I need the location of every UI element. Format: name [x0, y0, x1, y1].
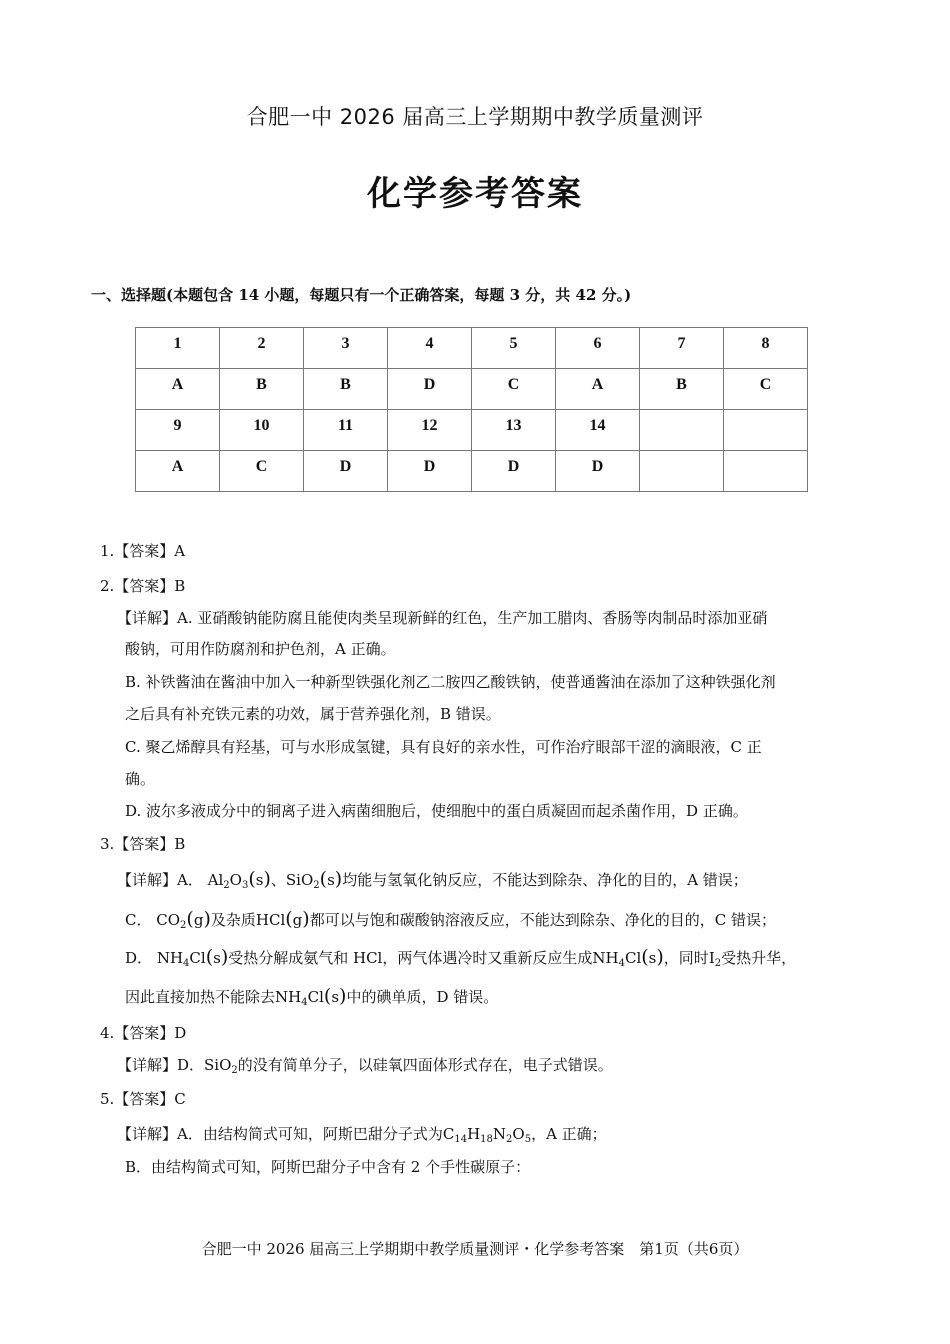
table-cell: D — [388, 369, 472, 410]
table-cell — [640, 451, 724, 492]
table-cell: A — [136, 451, 220, 492]
q3-d-mid1: 受热分解成氨气和 HCl，两气体遇冷时又重新反应生成 — [228, 949, 593, 967]
q2-detail-b-line2: 之后具有补充铁元素的功效，属于营养强化剂，B 错误。 — [125, 705, 501, 723]
q5-a-prefix: 【详解】A．由结构简式可知，阿斯巴甜分子式为 — [117, 1125, 443, 1143]
table-cell: 5 — [472, 328, 556, 369]
formula-co2: $CO_2(g)$ — [156, 908, 211, 931]
table-cell: 10 — [220, 410, 304, 451]
table-cell: 13 — [472, 410, 556, 451]
table-cell: 6 — [556, 328, 640, 369]
table-cell: B — [304, 369, 388, 410]
q2-detail-c-line1: C. 聚乙烯醇具有羟基，可与水形成氢键，具有良好的亲水性，可作治疗眼部干涩的滴眼液，C 正 — [125, 738, 762, 756]
page-footer: 合肥一中 2026 届高三上学期期中教学质量测评・化学参考答案 第1页（共6页） — [201, 1240, 749, 1258]
table-cell: 1 — [136, 328, 220, 369]
table-cell — [640, 410, 724, 451]
table-cell: C — [220, 451, 304, 492]
formula-al2o3: $Al_2O_3(s)$ — [207, 868, 271, 891]
q3-d2-prefix: 因此直接加热不能除去 — [125, 988, 276, 1006]
table-cell: A — [136, 369, 220, 410]
q3-d-prefix: D． — [125, 949, 153, 967]
table-cell: 11 — [304, 410, 388, 451]
table-cell: D — [304, 451, 388, 492]
q4-detail — [117, 1055, 613, 1081]
table-cell: B — [640, 369, 724, 410]
formula-nh4cl: $NH_4Cl(s)$ — [592, 946, 664, 969]
formula-nh4cl: $NH_4Cl(s)$ — [156, 946, 229, 969]
table-cell: 7 — [640, 328, 724, 369]
table-cell: 14 — [556, 410, 640, 451]
q2-detail-a-line2: 酸钠，可用作防腐剂和护色剂，A 正确。 — [125, 640, 396, 658]
exam-title: 合肥一中 2026 届高三上学期期中教学质量测评 — [246, 105, 704, 129]
table-cell: D — [556, 451, 640, 492]
answer-q2: 2.【答案】B — [100, 577, 186, 595]
q3-c-suffix: 都可以与饱和碳酸钠溶液反应，不能达到除杂、净化的目的，C 错误； — [309, 911, 776, 929]
table-cell: C — [724, 369, 808, 410]
table-cell: 8 — [724, 328, 808, 369]
table-cell: 12 — [388, 410, 472, 451]
section-heading: 一、选择题(本题包含 14 小题，每题只有一个正确答案，每题 3 分，共 42 分。) — [91, 286, 632, 304]
table-row — [136, 410, 808, 451]
table-cell: C — [472, 369, 556, 410]
table-cell: D — [388, 451, 472, 492]
q5-detail-b: B．由结构简式可知，阿斯巴甜分子中含有 2 个手性碳原子： — [125, 1158, 531, 1176]
q2-detail-a-line1: 【详解】A. 亚硝酸钠能防腐且能使肉类呈现新鲜的红色，生产加工腊肉、香肠等肉制品时添加亚硝 — [117, 609, 768, 627]
formula-sio2: SiO$_2$ — [204, 1056, 238, 1076]
q2-detail-d: D. 波尔多液成分中的铜离子进入病菌细胞后，使细胞中的蛋白质凝固而起杀菌作用，D 正确。 — [125, 802, 748, 820]
q3-d2-suffix: 中的碘单质，D 错误。 — [346, 988, 499, 1006]
q3-c-prefix: C． — [125, 911, 152, 929]
formula-hcl: HCl(g) — [255, 908, 310, 930]
q3-a-suffix: 均能与氢氧化钠反应，不能达到除杂、净化的目的，A 错误； — [342, 871, 748, 889]
table-row — [136, 369, 808, 410]
formula-i2: $I_2$ — [708, 949, 722, 969]
table-cell: 4 — [388, 328, 472, 369]
answer-q3: 3.【答案】B — [100, 835, 186, 853]
answer-q1: 1.【答案】A — [100, 542, 186, 560]
q4-detail-suffix: 的没有简单分子，以硅氧四面体形式存在，电子式错误。 — [237, 1056, 613, 1074]
q3-detail-d-line1 — [125, 947, 796, 974]
table-cell — [724, 410, 808, 451]
q3-c-mid: 及杂质 — [210, 911, 256, 929]
q3-d-suffix: 受热升华， — [721, 949, 797, 967]
q4-detail-prefix: 【详解】D． — [117, 1056, 205, 1074]
q3-detail-d-line2 — [125, 986, 498, 1013]
q3-a-prefix: 【详解】A． — [117, 871, 203, 889]
table-row — [136, 451, 808, 492]
table-cell — [724, 451, 808, 492]
table-row — [136, 328, 808, 369]
table-cell: B — [220, 369, 304, 410]
table-cell: 9 — [136, 410, 220, 451]
table-cell: D — [472, 451, 556, 492]
q2-detail-b-line1: B. 补铁酱油在酱油中加入一种新型铁强化剂乙二胺四乙酸铁钠，使普通酱油在添加了这种铁强化剂 — [125, 673, 776, 691]
q3-detail-c — [125, 909, 776, 936]
table-cell: 3 — [304, 328, 388, 369]
answer-q5: 5.【答案】C — [100, 1090, 186, 1108]
answer-q4: 4.【答案】D — [100, 1024, 187, 1042]
document-title: 化学参考答案 — [367, 174, 583, 214]
q5-detail-a — [117, 1124, 607, 1150]
table-cell: A — [556, 369, 640, 410]
q2-detail-c-line2: 确。 — [125, 770, 156, 788]
formula-nh4cl: $NH_4Cl(s)$ — [275, 985, 347, 1008]
formula-sio2: SiO$_2$(s) — [285, 868, 343, 891]
q3-detail-a: 【详解】A． $Al_2O_3(s)$、SiO$_2$(s)均能与氢氧化钠反应，不能达到除杂、净化的目的，A 错误； — [117, 868, 748, 891]
q5-a-suffix: ，A 正确； — [531, 1125, 607, 1143]
answer-table — [135, 327, 808, 492]
q3-d-mid2: ，同时 — [663, 949, 709, 967]
formula-aspartame: $C_{14}H_{18}N_2O_5$ — [442, 1125, 532, 1145]
table-cell: 2 — [220, 328, 304, 369]
